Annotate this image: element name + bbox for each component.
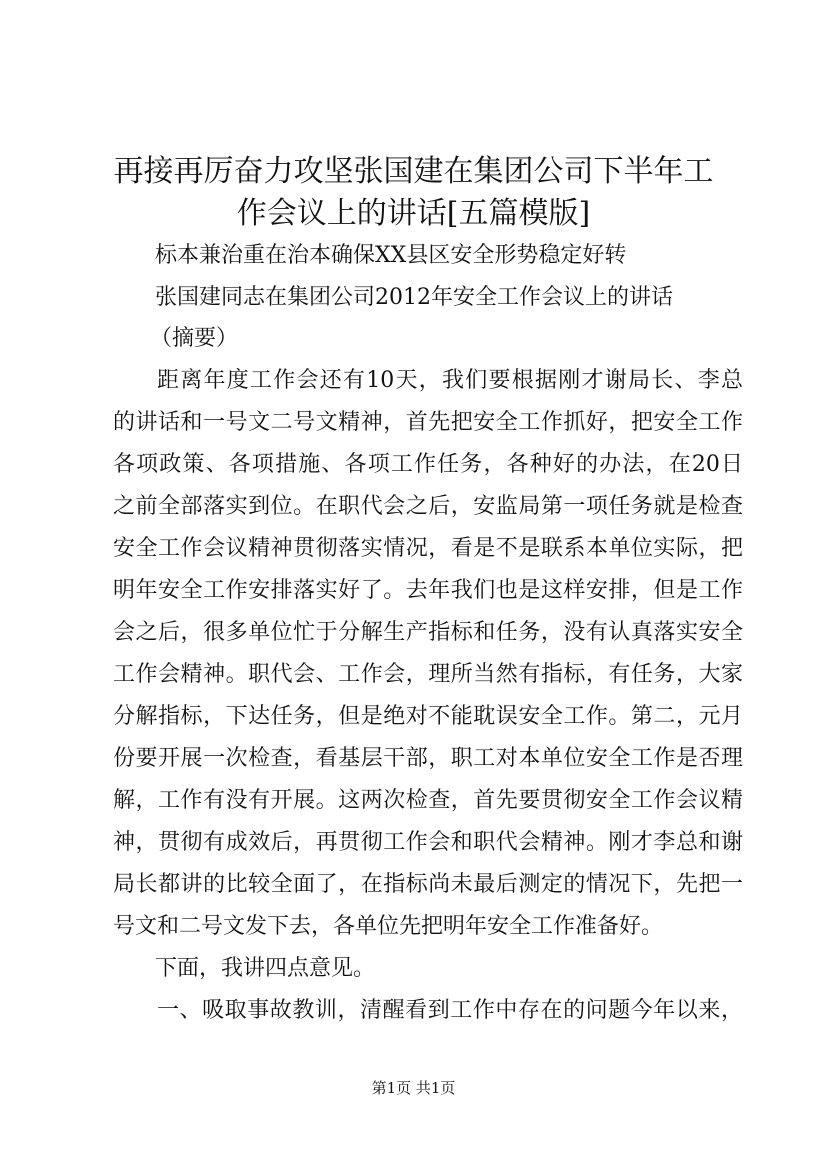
paragraph-line: 会之后，很多单位忙于分解生产指标和任务，没有认真落实安全 [113,620,743,645]
page-footer: 第1页 共1页 [371,1079,456,1097]
paragraph-line: 神，贯彻有成效后，再贯彻工作会和职代会精神。刚才李总和谢 [113,830,743,855]
paragraph-line: 局长都讲的比较全面了，在指标尚未最后测定的情况下，先把一 [113,872,743,897]
paragraph-line: 明年安全工作安排落实好了。去年我们也是这样安排，但是工作 [113,578,743,603]
paragraph-2: 下面，我讲四点意见。 [155,956,376,981]
paragraph-line: 号文和二号文发下去，各单位先把明年安全工作准备好。 [113,914,664,939]
paragraph-line: 分解指标，下达任务，但是绝对不能耽误安全工作。第二，元月 [113,704,743,729]
paragraph-line: 的讲话和一号文二号文精神，首先把安全工作抓好，把安全工作 [113,410,743,435]
paragraph-line: 距离年度工作会还有10天，我们要根据刚才谢局长、李总 [157,368,743,393]
abstract-note: （摘要） [150,326,239,351]
paragraph-line: 各项政策、各项措施、各项工作任务，各种好的办法，在20日 [113,452,743,477]
paragraph-3-line-1: 一、吸取事故教训，清醒看到工作中存在的问题今年以来， [157,998,743,1023]
paragraph-line: 之前全部落实到位。在职代会之后，安监局第一项任务就是检查 [113,494,743,519]
document-title-line-1: 再接再厉奋力攻坚张国建在集团公司下半年工 [113,154,714,189]
paragraph-line: 安全工作会议精神贯彻落实情况，看是不是联系本单位实际，把 [113,536,743,561]
paragraph-line: 份要开展一次检查，看基层干部，职工对本单位安全工作是否理 [113,746,743,771]
paragraph-line: 工作会精神。职代会、工作会，理所当然有指标，有任务，大家 [113,662,743,687]
paragraph-line: 解，工作有没有开展。这两次检查，首先要贯彻安全工作会议精 [113,788,743,813]
document-title-line-2: 作会议上的讲话[五篇模版] [236,196,591,231]
subtitle-2: 张国建同志在集团公司2012年安全工作会议上的讲话 [155,285,673,310]
subtitle-1: 标本兼治重在治本确保XX县区安全形势稳定好转 [155,243,627,268]
